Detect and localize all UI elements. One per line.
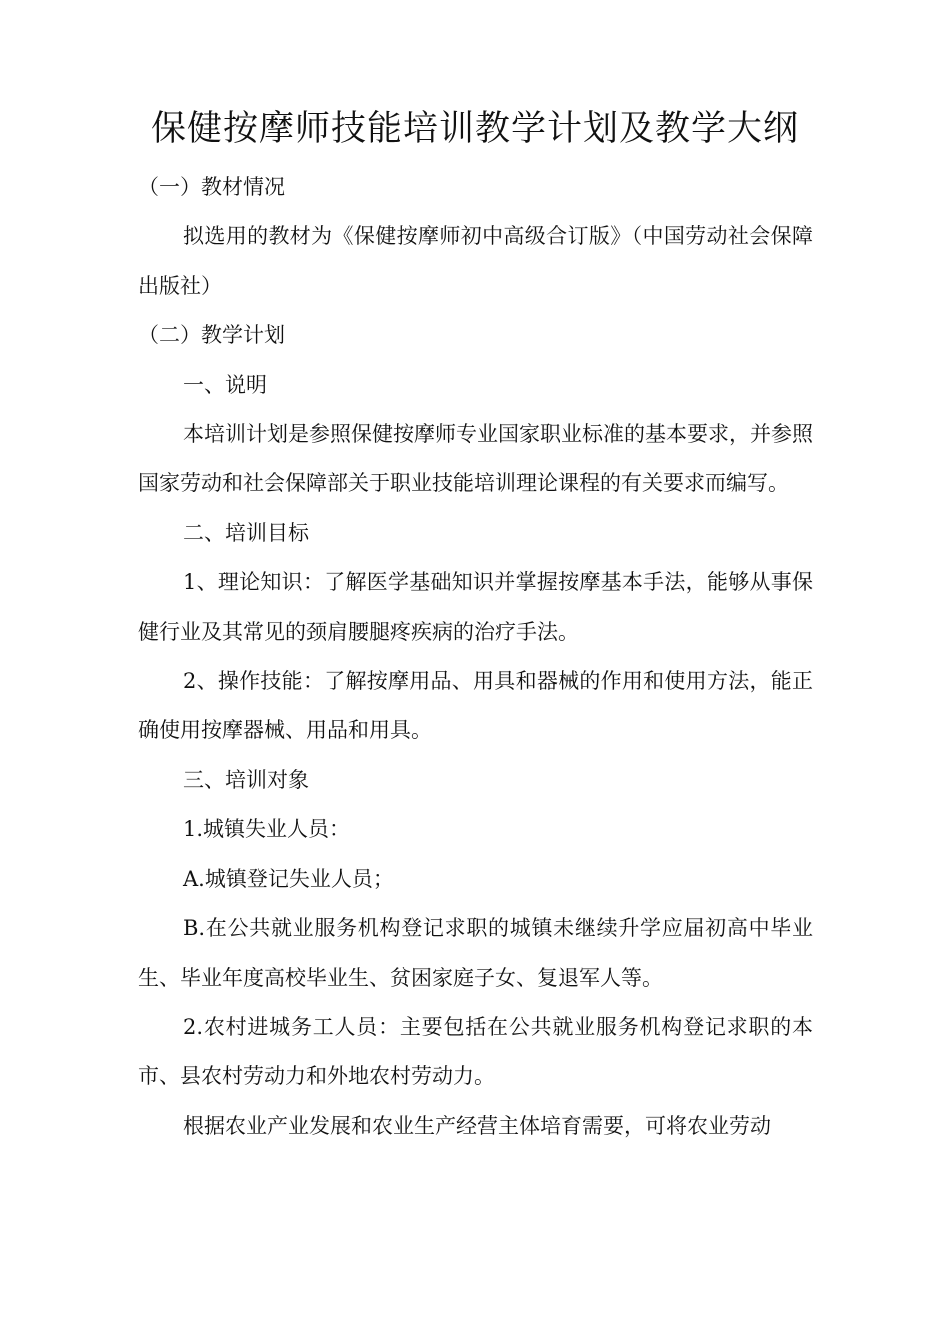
subheading-trainees: 三、培训对象 xyxy=(183,767,309,792)
list-item-urban-unemployed: 1.城镇失业人员： xyxy=(183,817,351,842)
list-item-registered-unemployed: A.城镇登记失业人员； xyxy=(183,866,394,891)
document-title: 保健按摩师技能培训教学计划及教学大纲 xyxy=(150,109,799,149)
list-item-job-seekers: B.在公共就业服务机构登记求职的城镇未继续升学应届初高中毕业生、毕业年度高校毕业生、贫困家庭子女、复退军人等。 xyxy=(138,916,813,990)
paragraph-goal-theory: 1、理论知识：了解医学基础知识并掌握按摩基本手法，能够从事保健行业及其常见的颈肩腰腿疼疾病的治疗手法。 xyxy=(138,570,813,644)
section-heading-textbook: （一）教材情况 xyxy=(138,175,285,199)
section-heading-plan: （二）教学计划 xyxy=(138,323,285,348)
paragraph-agriculture: 根据农业产业发展和农业生产经营主体培育需要，可将农业劳动 xyxy=(183,1113,771,1138)
subheading-description: 一、说明 xyxy=(183,372,267,397)
list-item-rural-workers: 2.农村进城务工人员：主要包括在公共就业服务机构登记求职的本市、县农村劳动力和外地农村劳动力。 xyxy=(138,1014,813,1089)
paragraph-textbook: 拟选用的教材为《保健按摩师初中高级合订版》（中国劳动社会保障出版社） xyxy=(138,224,813,298)
paragraph-goal-skills: 2、操作技能：了解按摩用品、用具和器械的作用和使用方法，能正确使用按摩器械、用品和用具。 xyxy=(138,669,813,743)
paragraph-description: 本培训计划是参照保健按摩师专业国家职业标准的基本要求，并参照国家劳动和社会保障部关于职业技能培训理论课程的有关要求而编写。 xyxy=(138,422,813,496)
subheading-goals: 二、培训目标 xyxy=(183,520,309,545)
document-body xyxy=(138,163,813,1151)
